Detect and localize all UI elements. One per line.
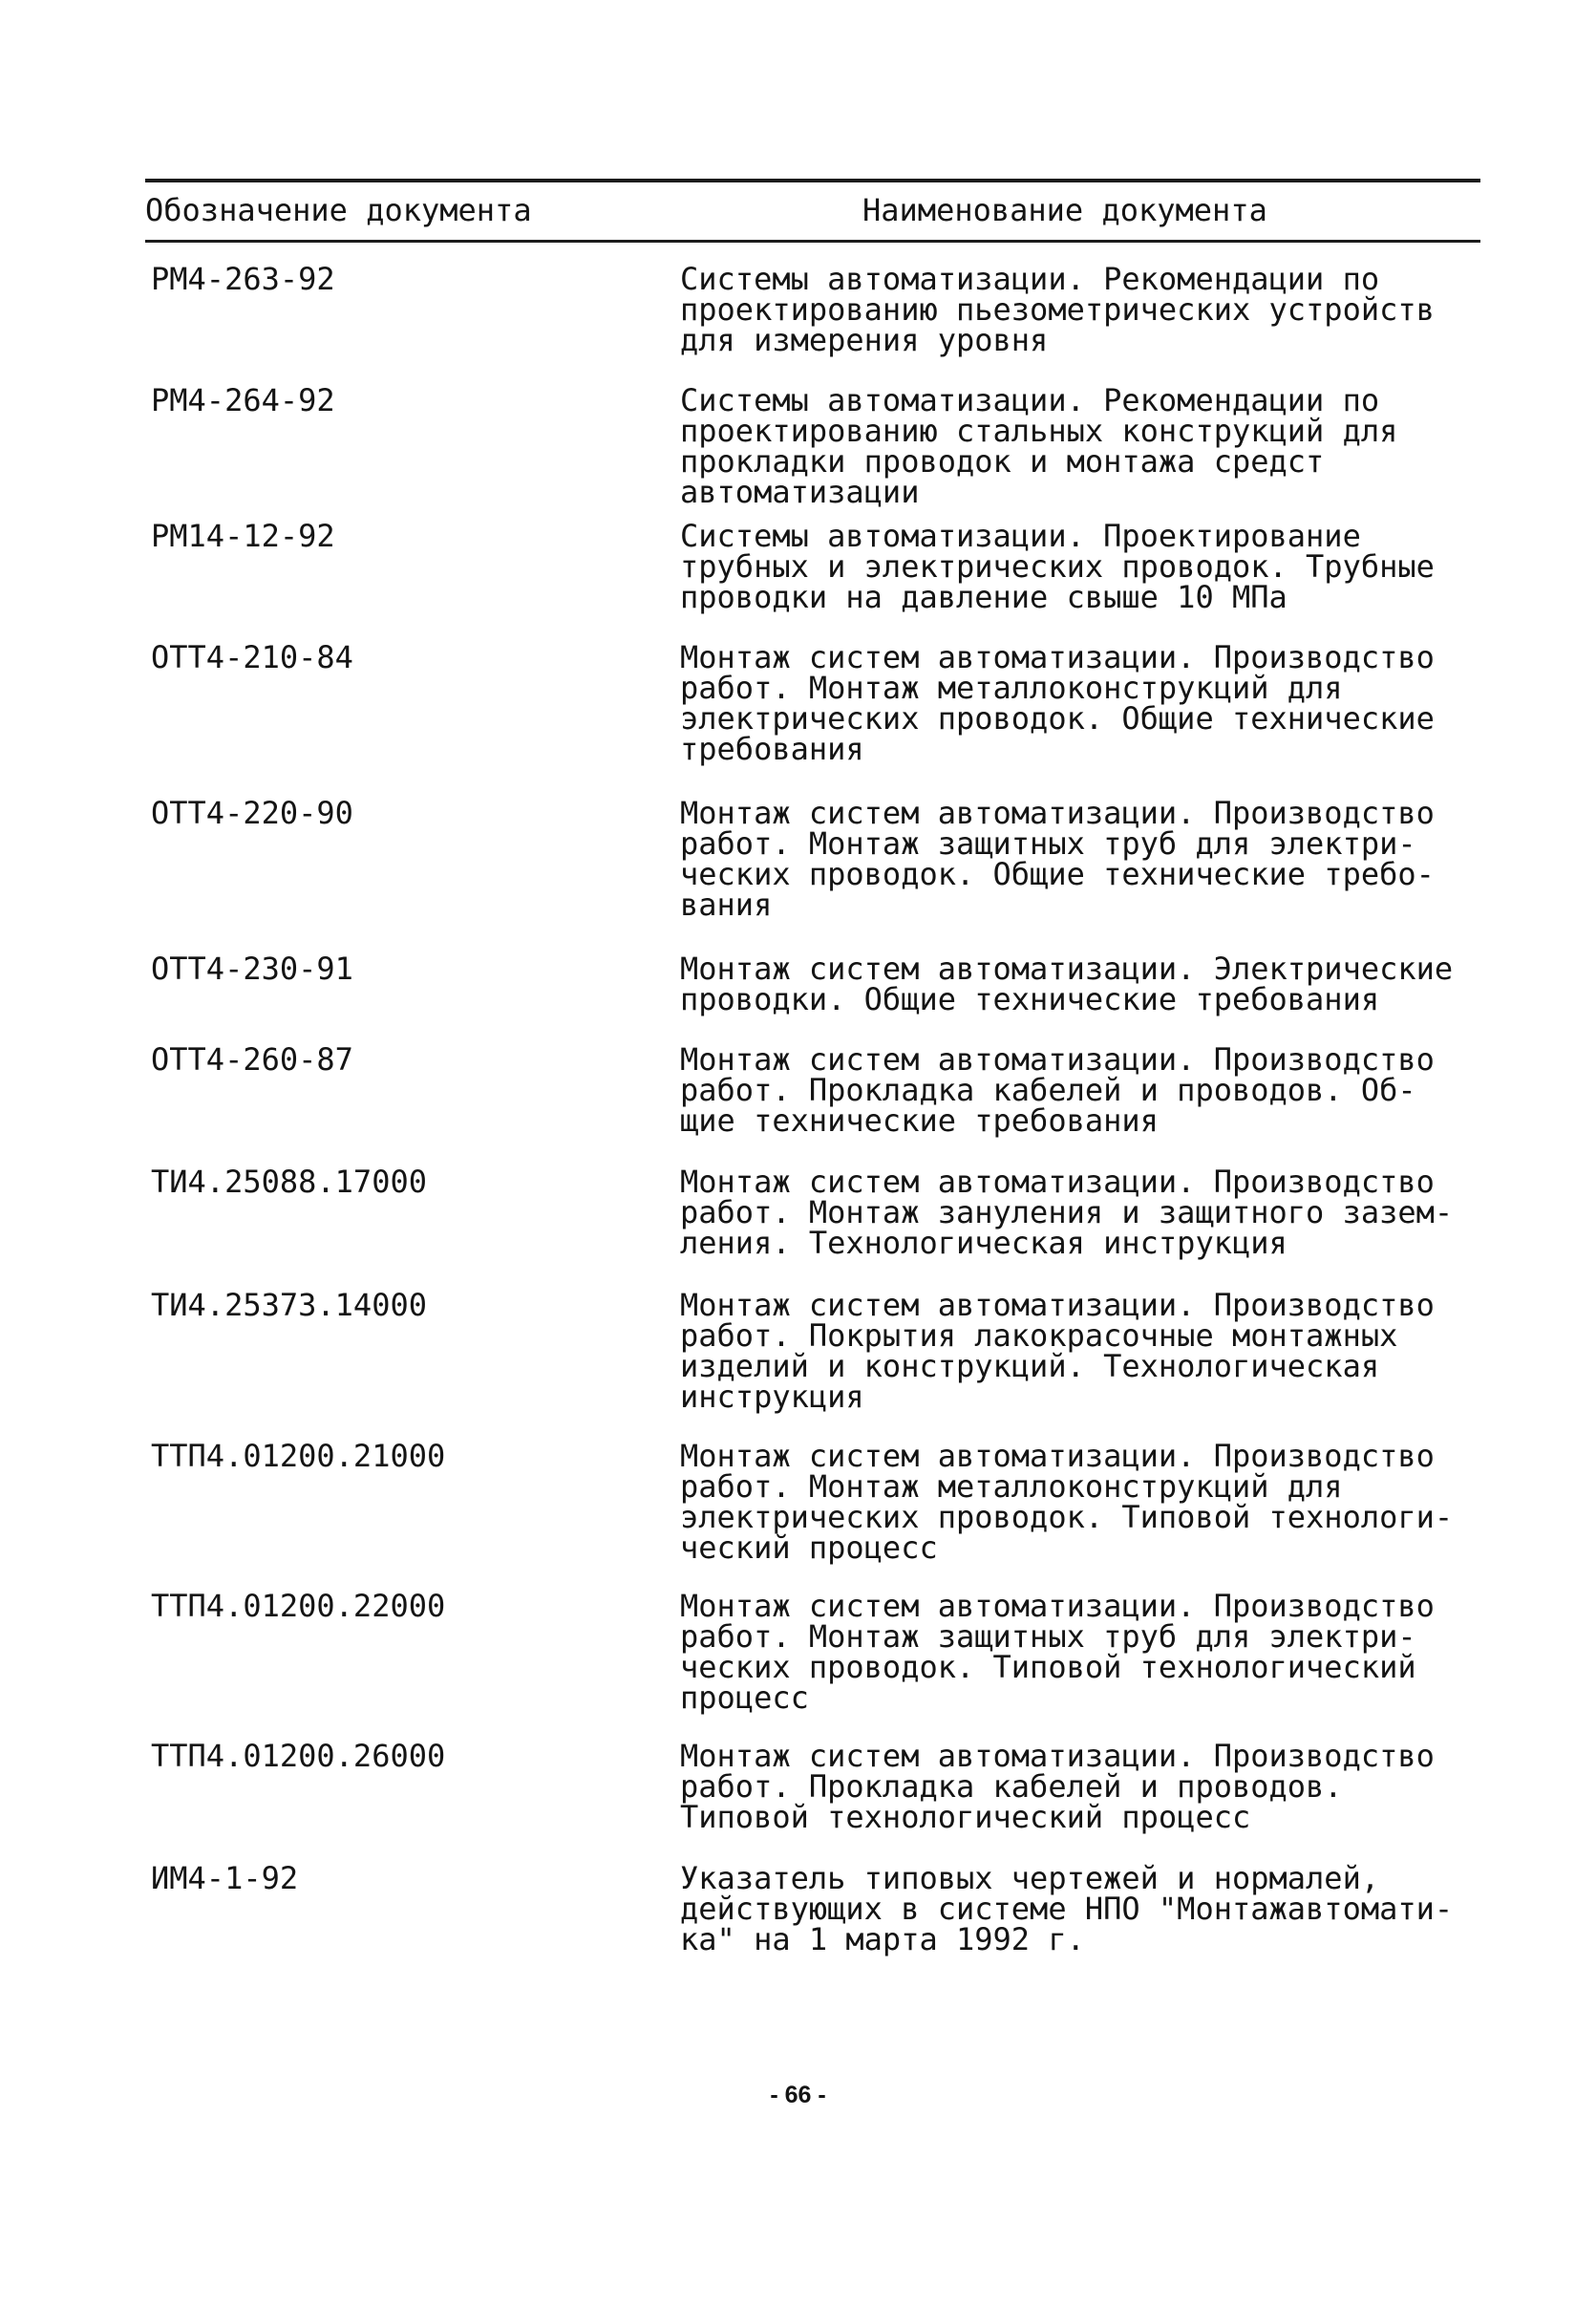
document-name-line: ческий процесс: [680, 1529, 938, 1566]
document-name-line: прокладки проводок и монтажа средст: [680, 443, 1325, 480]
document-name-line: работ. Монтаж зануления и защитного зазем-: [680, 1194, 1454, 1230]
document-name-line: ческих проводок. Общие технические требо-: [680, 856, 1435, 892]
document-name-line: Монтаж систем автоматизации. Производство: [680, 1287, 1435, 1323]
document-code: ОТТ4-210-84: [151, 639, 353, 675]
document-code: ОТТ4-230-91: [151, 951, 353, 987]
document-name-line: работ. Покрытия лакокрасочные монтажных: [680, 1317, 1398, 1354]
document-name: [680, 518, 1492, 615]
document-code: ОТТ4-260-87: [151, 1041, 353, 1078]
column-header-name: Наименование документа: [862, 192, 1267, 228]
document-name: [680, 953, 1492, 1015]
document-name-line: Монтаж систем автоматизации. Производство: [680, 795, 1435, 831]
document-name-line: работ. Прокладка кабелей и проводов. Об-: [680, 1072, 1416, 1108]
document-name-line: работ. Монтаж защитных труб для электри-: [680, 1618, 1416, 1655]
document-name: [680, 261, 1492, 358]
document-name-line: проводки на давление свыше 10 МПа: [680, 579, 1287, 615]
document-code: РМ4-264-92: [151, 382, 335, 418]
document-name-line: работ. Прокладка кабелей и проводов.: [680, 1768, 1343, 1805]
document-name: [680, 795, 1492, 923]
document-name-line: щие технические требования: [680, 1102, 1159, 1139]
document-name-line: Указатель типовых чертежей и нормалей,: [680, 1860, 1380, 1896]
document-name: [680, 382, 1492, 510]
document-name-line: инструкция: [680, 1379, 864, 1415]
document-name: [680, 1860, 1492, 1957]
document-name-line: работ. Монтаж защитных труб для электри-: [680, 825, 1416, 862]
document-code: ТТП4.01200.21000: [151, 1438, 446, 1474]
document-name: [680, 639, 1492, 767]
document-name-line: Монтаж систем автоматизации. Производство: [680, 1164, 1435, 1200]
document-name-line: изделий и конструкций. Технологическая: [680, 1348, 1380, 1384]
document-name-line: вания: [680, 887, 773, 923]
document-name-line: Типовой технологический процесс: [680, 1799, 1251, 1835]
document-name-line: Монтаж систем автоматизации. Производство: [680, 1041, 1435, 1078]
document-name-line: Монтаж систем автоматизации. Производство: [680, 1438, 1435, 1474]
document-name-line: автоматизации: [680, 474, 920, 510]
document-code: ТИ4.25088.17000: [151, 1164, 427, 1200]
document-name-line: Монтаж систем автоматизации. Электрические: [680, 951, 1454, 987]
document-name: [680, 1164, 1492, 1261]
document-name-line: Монтаж систем автоматизации. Производство: [680, 639, 1435, 675]
document-name-line: проектированию пьезометрических устройств: [680, 291, 1435, 328]
document-name: [680, 1438, 1492, 1566]
document-name-line: электрических проводок. Типовой технологи-: [680, 1499, 1454, 1535]
document-name-line: ческих проводок. Типовой технологический: [680, 1649, 1416, 1685]
document-name-line: работ. Монтаж металлоконструкций для: [680, 1468, 1343, 1505]
document-code: ИМ4-1-92: [151, 1860, 299, 1896]
document-name-line: процесс: [680, 1679, 809, 1716]
document-name-line: требования: [680, 731, 864, 767]
document-code: ТТП4.01200.26000: [151, 1738, 446, 1774]
document-name-line: работ. Монтаж металлоконструкций для: [680, 670, 1343, 706]
document-name-line: действующих в системе НПО "Монтажавтомати-: [680, 1891, 1454, 1927]
document-name-line: для измерения уровня: [680, 322, 1049, 358]
document-name-line: трубных и электрических проводок. Трубные: [680, 548, 1435, 585]
document-name: [680, 1588, 1492, 1716]
document-code: ТИ4.25373.14000: [151, 1287, 427, 1323]
document-code: РМ14-12-92: [151, 518, 335, 554]
document-name-line: Системы автоматизации. Рекомендации по: [680, 261, 1380, 297]
document-name-line: электрических проводок. Общие технические: [680, 700, 1435, 737]
document-name-line: ка" на 1 марта 1992 г.: [680, 1921, 1085, 1957]
document-name-line: проектированию стальных конструкций для: [680, 413, 1398, 449]
document-code: ОТТ4-220-90: [151, 795, 353, 831]
document-name-line: проводки. Общие технические требования: [680, 981, 1380, 1017]
page-number: - 66 -: [770, 2082, 826, 2108]
document-code: ТТП4.01200.22000: [151, 1588, 446, 1624]
document-name-line: Монтаж систем автоматизации. Производство: [680, 1738, 1435, 1774]
table-header-rule: [145, 240, 1480, 243]
table-top-rule: [145, 179, 1480, 182]
document-name-line: ления. Технологическая инструкция: [680, 1225, 1287, 1261]
document-name-line: Монтаж систем автоматизации. Производство: [680, 1588, 1435, 1624]
document-name: [680, 1287, 1492, 1415]
column-header-code: Обозначение документа: [145, 192, 532, 228]
document-name: [680, 1738, 1492, 1835]
document-name: [680, 1041, 1492, 1139]
document-name-line: Системы автоматизации. Рекомендации по: [680, 382, 1380, 418]
document-code: РМ4-263-92: [151, 261, 335, 297]
document-name-line: Системы автоматизации. Проектирование: [680, 518, 1361, 554]
